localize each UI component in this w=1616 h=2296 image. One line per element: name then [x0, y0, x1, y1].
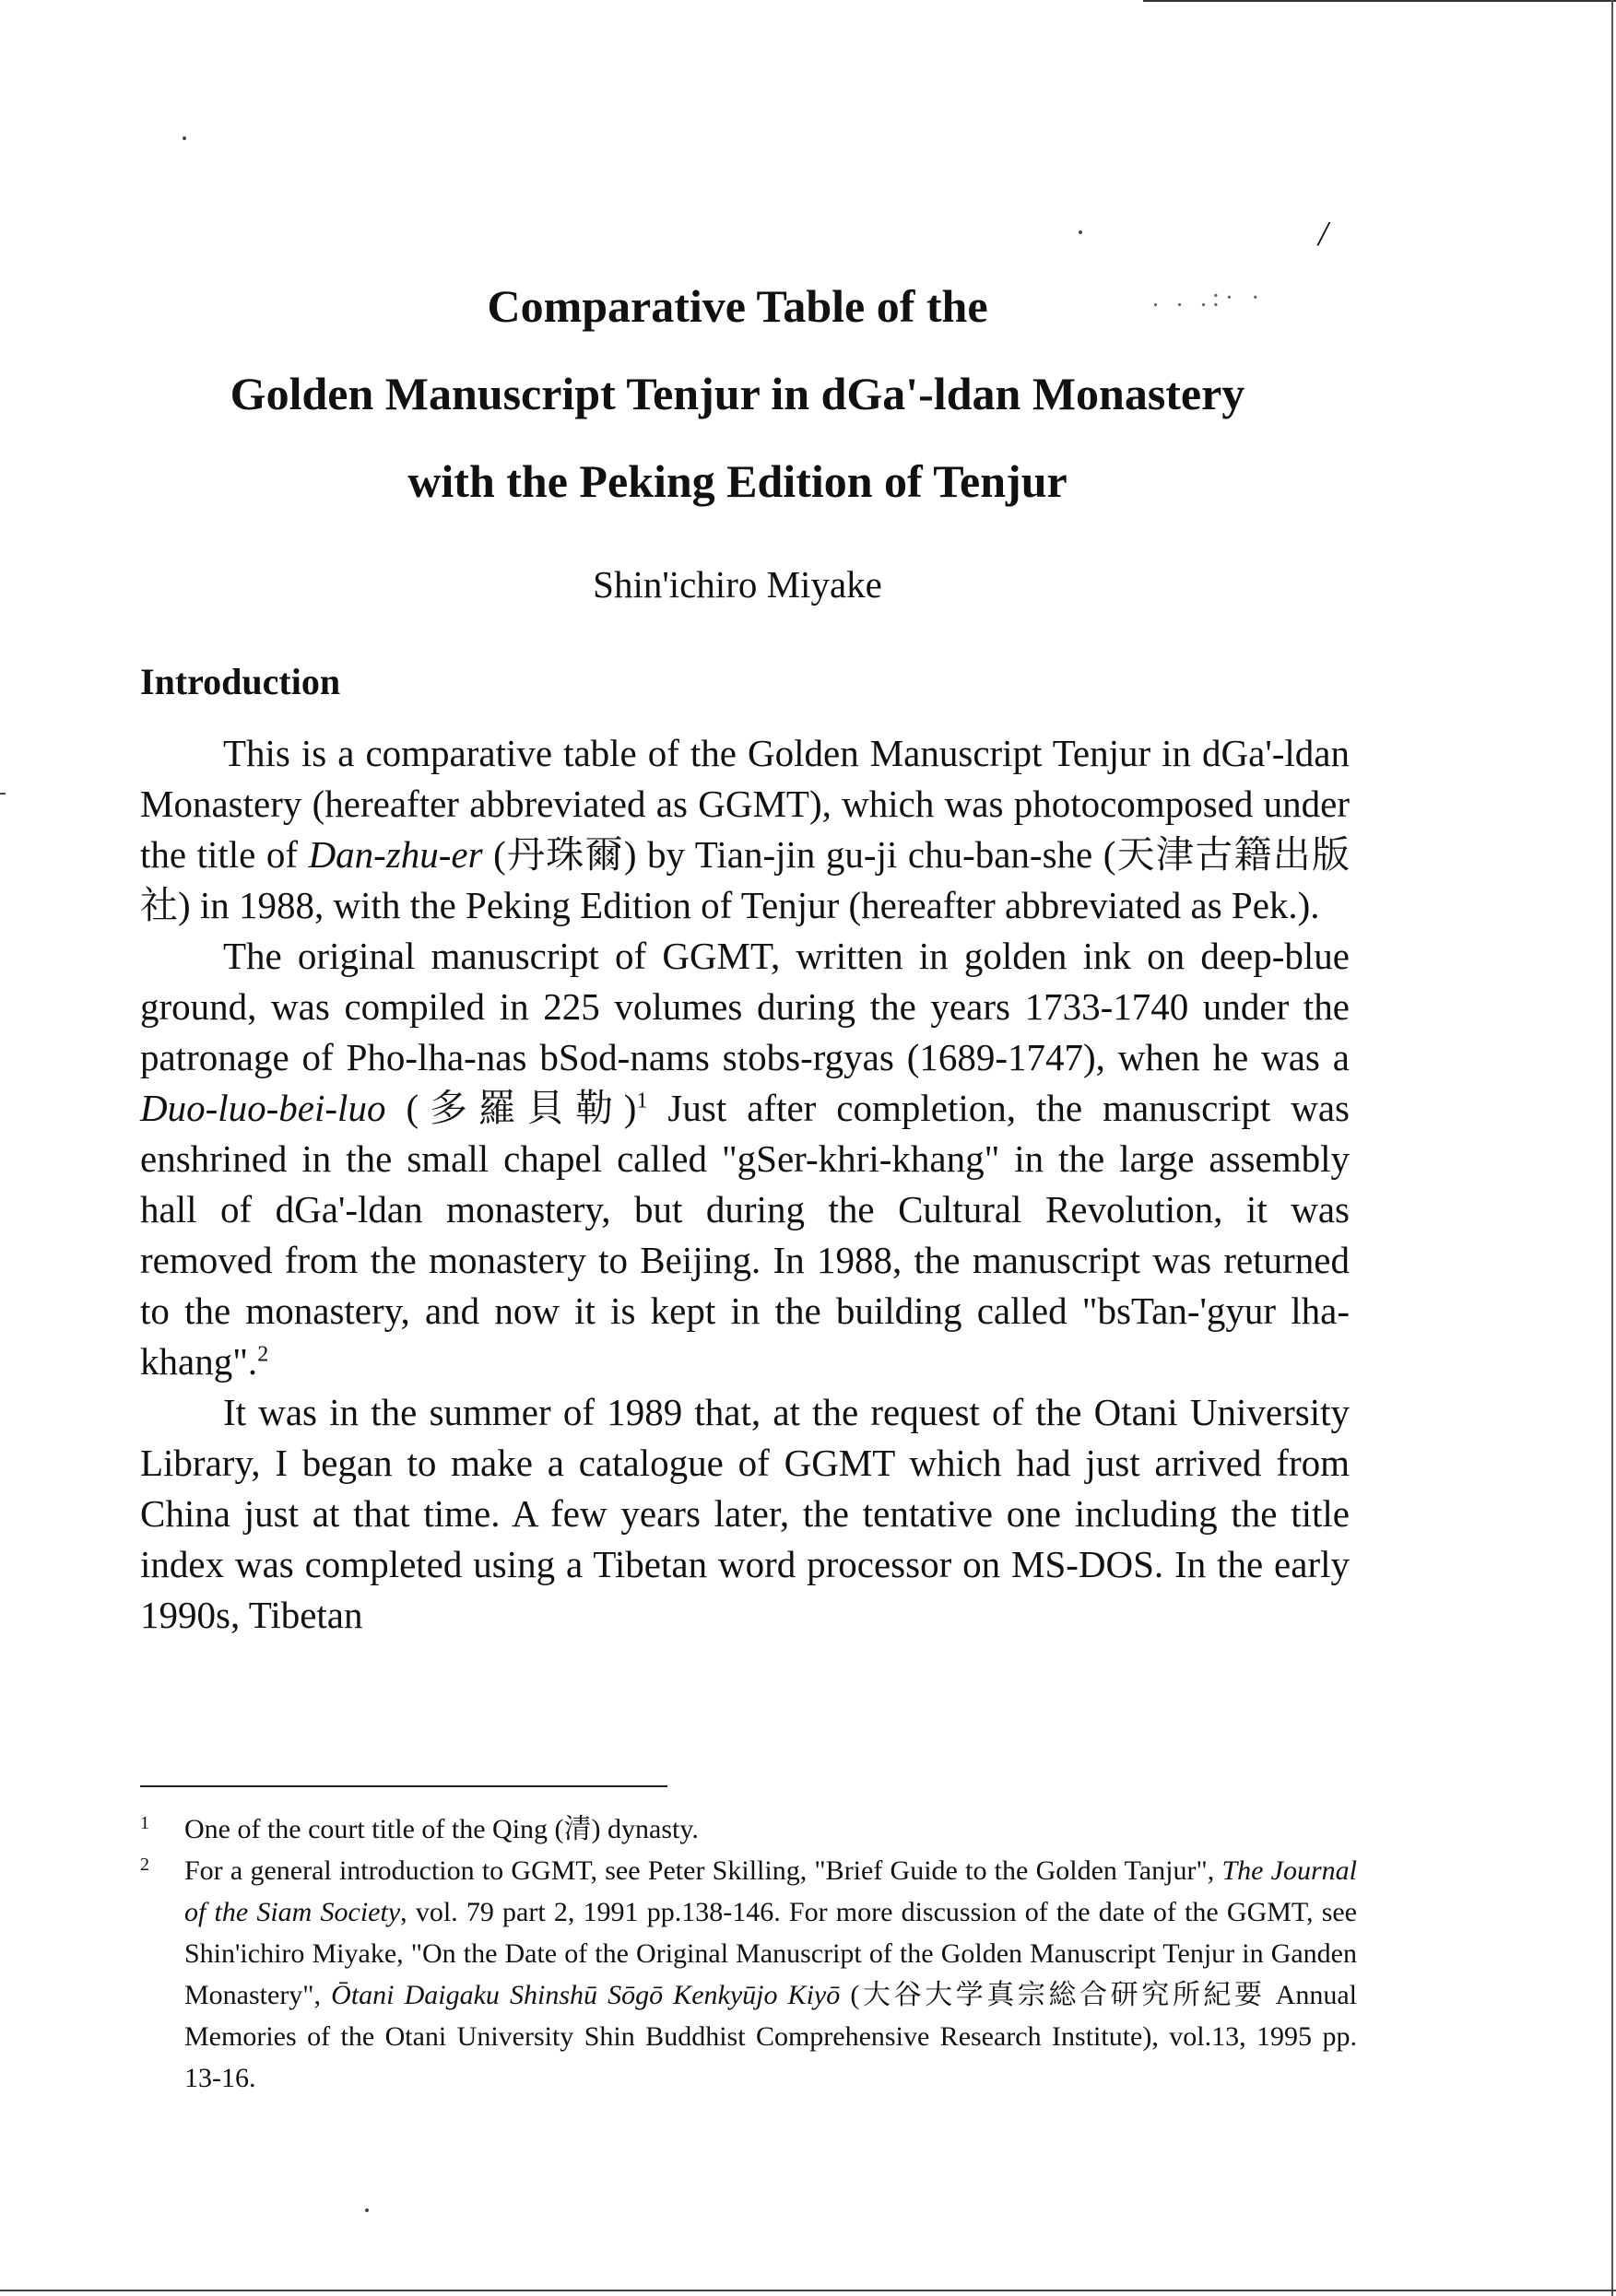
paragraph-3-text: It was in the summer of 1989 that, at the request of the Otani University Library, I began to make a catalogue of GGMT which had just arrived from China just at that time. A few years later, the tentative one including the title index was completed using a Tibetan word processor on MS-DOS. In the early 1990s, Tibetan — [140, 1391, 1350, 1636]
scan-edge-mark — [0, 793, 6, 795]
paragraph-2-italic-term: Duo-luo-bei-luo — [140, 1087, 386, 1129]
scan-edge-top — [1143, 0, 1616, 2]
title-line-1: Comparative Table of the — [487, 280, 988, 332]
title-line-3: with the Peking Edition of Tenjur — [407, 455, 1068, 507]
author-name: Shin'ichiro Miyake — [593, 563, 882, 606]
footnote-2-bulletin-title: Ōtani Daigaku Shinshū Sōgō Kenkyūjo Kiyō — [331, 1980, 841, 2010]
scan-speck — [1079, 230, 1082, 234]
paragraph-1-text-b: (丹珠爾) by Tian-jin gu-ji chu-ban-she (天津古籍出版社) in 1988, with the Peking Edition of Tenjur (hereafter abbreviated as Pek.). — [140, 833, 1350, 926]
footnote-2-text-b: , vol. 79 part 2, 1991 pp.138-146. For more discussion of the date of the GGMT, see Shin'ichiro Miyake, "On the Date of the Original Manuscript of the Golden Manuscript Tenjur in Ganden Monastery", — [184, 1897, 1357, 2010]
footnote-1-text: One of the court title of the Qing (清) dynasty. — [184, 1814, 699, 1844]
paragraph-1-italic-term: Dan-zhu-er — [308, 833, 483, 876]
paragraph-2-text-b: (多羅貝勒) — [385, 1087, 637, 1129]
paragraph-2-text-a: The original manuscript of GGMT, written in golden ink on deep-blue ground, was compiled in 225 volumes during the years 1733-1740 under the patronage of Pho-lha-nas bSod-nams stobs-rgyas (1689-1747), when he was a — [140, 935, 1350, 1078]
paragraph-2-text-c: Just after completion, the manuscript was enshrined in the small chapel called "gSer-khri-khang" in the large assembly hall of dGa'-ldan monastery, but during the Cultural Revolution, it was removed from the monastery to Beijing. In 1988, the manuscript was returned to the monastery, and now it is kept in the building called "bsTan-'gyur lha-khang". — [140, 1087, 1350, 1383]
footnote-1 — [140, 1808, 1357, 1850]
footnote-2 — [140, 1850, 1357, 2099]
scan-edge-right — [1611, 0, 1613, 2296]
section-heading: Introduction — [140, 661, 341, 702]
footnote-2-mark: 2 — [140, 1854, 149, 1875]
paragraph-1-text-a: This is a comparative table of the Golden Manuscript Tenjur in dGa'-ldan Monastery (hereafter abbreviated as GGMT), which was photocomposed under the title of — [140, 732, 1350, 876]
footnotes — [140, 1808, 1357, 2099]
footnote-ref-1[interactable]: 1 — [636, 1089, 648, 1113]
paragraph-1 — [140, 728, 1350, 931]
footnote-2-text-a: For a general introduction to GGMT, see Peter Skilling, "Brief Guide to the Golden Tanjur", — [184, 1855, 1222, 1886]
scan-speck — [183, 136, 186, 140]
scan-edge-bottom — [0, 2290, 1616, 2291]
footnote-1-mark: 1 — [140, 1813, 149, 1833]
scan-speck — [365, 2208, 369, 2212]
title-line-2: Golden Manuscript Tenjur in dGa'-ldan Monastery — [230, 368, 1245, 419]
footnote-rule — [140, 1785, 667, 1787]
footnote-2-journal-title: The Journal of the Siam Society — [184, 1855, 1357, 1927]
paragraph-3 — [140, 1387, 1350, 1641]
footnote-2-text-c: (大谷大学真宗総合研究所紀要 Annual Memories of the Otani University Shin Buddhist Comprehensive Research Institute), vol.13, 1995 pp. 13-16. — [184, 1980, 1357, 2093]
scan-specks: . . .:· · — [1152, 284, 1266, 312]
body-text — [140, 728, 1350, 1641]
footnote-ref-2[interactable]: 2 — [257, 1342, 269, 1367]
paragraph-2 — [140, 931, 1350, 1387]
page-marker: / — [1318, 215, 1328, 253]
